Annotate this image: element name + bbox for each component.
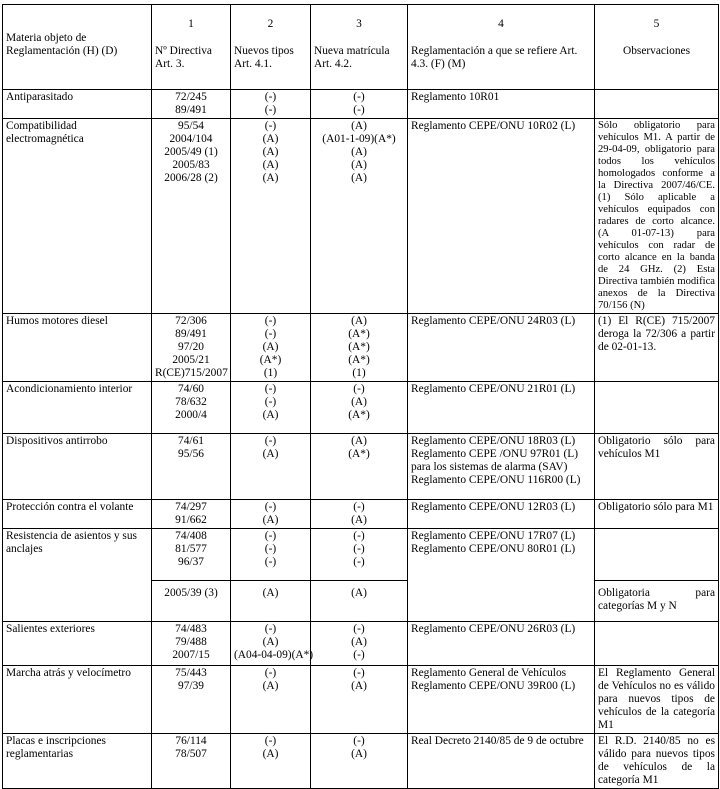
- directiva-cell: 75/443 97/39: [152, 666, 231, 734]
- observaciones-cell: El R.D. 2140/85 no es válido para nuevos tipos de vehículos de la categoría M1: [595, 734, 719, 789]
- directiva-cell: 74/61 95/56: [152, 434, 231, 500]
- directiva-cell: 76/114 78/507: [152, 734, 231, 789]
- table-row: [3, 500, 719, 529]
- nueva-matricula-cell: (-) (A) (-): [311, 622, 408, 666]
- reglamentacion-cell: Real Decreto 2140/85 de 9 de octubre: [408, 734, 595, 789]
- materia-cell: Compatibilidad electromagnética: [3, 119, 152, 314]
- materia-cell: Antiparasitado: [3, 90, 152, 119]
- header-row: [3, 5, 719, 90]
- observaciones-cell: El Reglamento General de Vehículos no es válido para nuevos tipos de vehículos de la categoría M1: [595, 666, 719, 734]
- materia-cell: Placas e inscripciones reglamentarias: [3, 734, 152, 789]
- nueva-matricula-cell: (-) (A) (A*): [311, 382, 408, 434]
- header-col-reglamentacion: 4 Reglamentación a que se refiere Art. 4.3. (F) (M): [408, 5, 595, 90]
- table-row: [3, 314, 719, 382]
- nueva-matricula-cell: (A) (A*): [311, 434, 408, 500]
- nuevos-tipos-cell: (A): [231, 581, 311, 622]
- nuevos-tipos-cell: (-) (A): [231, 434, 311, 500]
- materia-cell: Salientes exteriores: [3, 622, 152, 666]
- nuevos-tipos-cell: (-) (A): [231, 734, 311, 789]
- materia-cell: Protección contra el volante: [3, 500, 152, 529]
- nueva-matricula-cell: (-) (A): [311, 666, 408, 734]
- observaciones-cell: (1) El R(CE) 715/2007 deroga la 72/306 a partir de 02-01-13.: [595, 314, 719, 382]
- directiva-cell: 74/483 79/488 2007/15: [152, 622, 231, 666]
- table-row: [3, 382, 719, 434]
- table-row: [3, 90, 719, 119]
- regulation-table-page: [2, 4, 718, 789]
- table-row: [3, 119, 719, 314]
- directiva-cell: 74/408 81/577 96/37: [152, 529, 231, 581]
- nueva-matricula-cell: (-) (-) (-): [311, 529, 408, 581]
- nuevos-tipos-cell: (-) (-) (A) (A*) (1): [231, 314, 311, 382]
- observaciones-cell: Obligatorio sólo para M1: [595, 500, 719, 529]
- nueva-matricula-cell: (-) (-): [311, 90, 408, 119]
- materia-cell: Dispositivos antirrobo: [3, 434, 152, 500]
- reglamentacion-cell: Reglamento CEPE/ONU 10R02 (L): [408, 119, 595, 314]
- column-number: 4: [498, 18, 504, 30]
- column-number: 5: [653, 18, 660, 30]
- nueva-matricula-cell: (A) (A01-1-09)(A*) (A) (A) (A): [311, 119, 408, 314]
- column-number: 3: [356, 18, 362, 30]
- header-col-materia: Materia objeto de Reglamentación (H) (D): [3, 5, 152, 90]
- materia-cell: [3, 581, 152, 622]
- nueva-matricula-cell: (-) (A): [311, 734, 408, 789]
- header-col-nuevos-tipos: 2 Nuevos tipos Art. 4.1.: [231, 5, 311, 90]
- materia-cell: Resistencia de asientos y sus anclajes: [3, 529, 152, 581]
- directiva-cell: 2005/39 (3): [152, 581, 231, 622]
- reglamentacion-cell: Reglamento 10R01: [408, 90, 595, 119]
- nueva-matricula-cell: (A) (A*) (A*) (A*) (1): [311, 314, 408, 382]
- header-col-nueva-matricula: 3 Nueva matrícula Art. 4.2.: [311, 5, 408, 90]
- table-row: [3, 734, 719, 789]
- reglamentacion-cell: Reglamento CEPE/ONU 21R01 (L): [408, 382, 595, 434]
- nuevos-tipos-cell: (-) (A): [231, 500, 311, 529]
- reglamentacion-cell: Reglamento CEPE/ONU 26R03 (L): [408, 622, 595, 666]
- header-col-observaciones: 5 Observaciones: [595, 5, 719, 90]
- observaciones-cell: [595, 622, 719, 666]
- reglamentacion-cell: [408, 581, 595, 622]
- column-number: 1: [188, 18, 194, 30]
- reglamentacion-cell: Reglamento CEPE/ONU 17R07 (L) Reglamento CEPE/ONU 80R01 (L): [408, 529, 595, 581]
- observaciones-cell: [595, 382, 719, 434]
- nueva-matricula-cell: (-) (A): [311, 500, 408, 529]
- table-row: [3, 434, 719, 500]
- observaciones-cell: Obligatorio sólo para vehículos M1: [595, 434, 719, 500]
- materia-cell: Humos motores diesel: [3, 314, 152, 382]
- header-col-directiva: 1 Nº Directiva Art. 3.: [152, 5, 231, 90]
- nuevos-tipos-cell: (-) (-): [231, 90, 311, 119]
- nuevos-tipos-cell: (-) (A): [231, 666, 311, 734]
- table-row: [3, 581, 719, 622]
- materia-cell: Acondicionamiento interior: [3, 382, 152, 434]
- nuevos-tipos-cell: (-) (A) (A04-04-09)(A*): [231, 622, 311, 666]
- nuevos-tipos-cell: (-) (-) (-): [231, 529, 311, 581]
- reglamentacion-cell: Reglamento CEPE/ONU 18R03 (L) Reglamento CEPE /ONU 97R01 (L) para los sistemas de alarma (SAV) Reglamento CEPE/ONU 116R00 (L): [408, 434, 595, 500]
- observaciones-cell: [595, 90, 719, 119]
- reglamentacion-cell: Reglamento CEPE/ONU 24R03 (L): [408, 314, 595, 382]
- observaciones-cell: [595, 529, 719, 581]
- nuevos-tipos-cell: (-) (-) (A): [231, 382, 311, 434]
- table-row: [3, 529, 719, 581]
- nueva-matricula-cell: (A): [311, 581, 408, 622]
- nuevos-tipos-cell: (-) (A) (A) (A) (A): [231, 119, 311, 314]
- directiva-cell: 74/297 91/662: [152, 500, 231, 529]
- directiva-cell: 72/245 89/491: [152, 90, 231, 119]
- directiva-cell: 72/306 89/491 97/20 2005/21 R(CE)715/2007: [152, 314, 231, 382]
- reglamentacion-cell: Reglamento General de Vehículos Reglamento CEPE/ONU 39R00 (L): [408, 666, 595, 734]
- table-row: [3, 622, 719, 666]
- column-number: 2: [267, 18, 274, 30]
- observaciones-cell: Sólo obligatorio para vehículos M1. A partir de 29-04-09, obligatorio para todos los vehículos homologados conforme a la Directiva 2007/46/CE. (1) Sólo aplicable a vehículos equipados con radares de corto alcance. (A 01-07-13) para vehículos con radar de corto alcance en la banda de 24 GHz. (2) Esta Directiva también modifica anexos de la Directiva 70/156 (N): [595, 119, 719, 314]
- regulation-table: [2, 4, 719, 789]
- reglamentacion-cell: Reglamento CEPE/ONU 12R03 (L): [408, 500, 595, 529]
- table-row: [3, 666, 719, 734]
- directiva-cell: 95/54 2004/104 2005/49 (1) 2005/83 2006/28 (2): [152, 119, 231, 314]
- directiva-cell: 74/60 78/632 2000/4: [152, 382, 231, 434]
- observaciones-cell: Obligatoria para categorías M y N: [595, 581, 719, 622]
- materia-cell: Marcha atrás y velocímetro: [3, 666, 152, 734]
